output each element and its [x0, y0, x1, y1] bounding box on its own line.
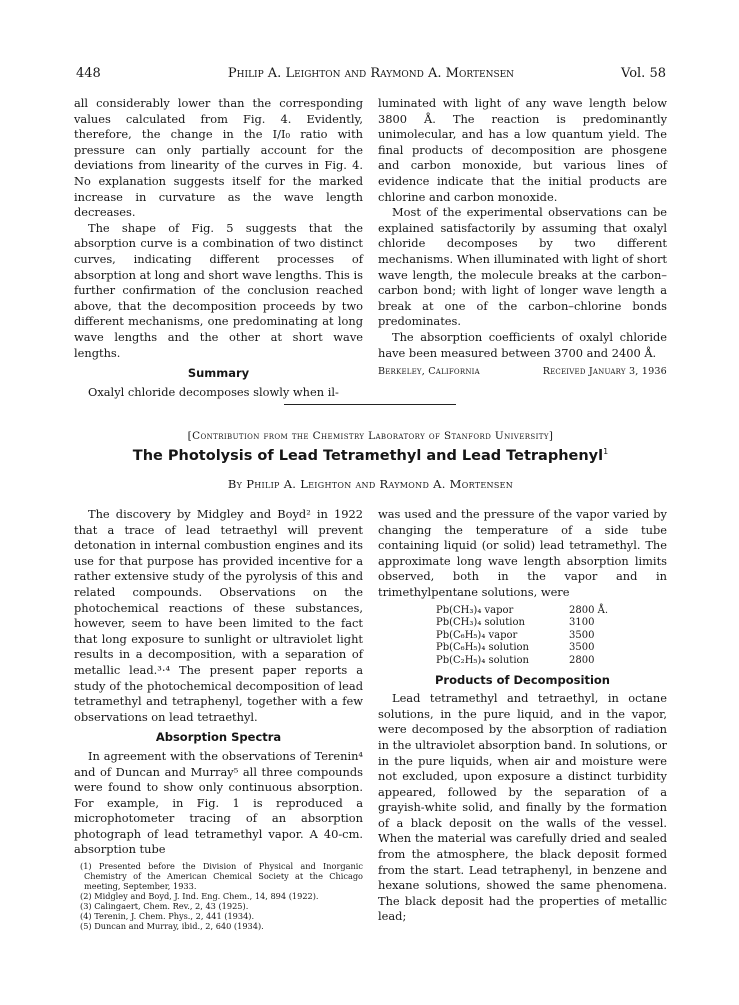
prev-article-column-left [74, 96, 363, 400]
contribution-line: [Contribution from the Chemistry Laboratory of Stanford University] [187, 430, 554, 442]
title-text: The Photolysis of Lead Tetramethyl and Lead Tetraphenyl [132, 448, 604, 464]
paragraph: Oxalyl chloride decomposes slowly when il- [88, 384, 339, 399]
article-column-right [378, 507, 667, 925]
paragraph: Lead tetramethyl and tetraethyl, in octane solutions, in the pure liquid, and in the vapor, were decomposed by the absorption of radiation in the ultraviolet absorption band. In solutions, or in the pure liquids, when air and moisture were not excluded, upon exposure a distinct turbidity appeared, followed by the separation of a grayish-white solid, and finally by the formation of a black deposit on the walls of the vessel. When the material was carefully dried and sealed from the atmosphere, the black deposit formed from the start. Lead tetraphenyl, in benzene and hexane solutions, showed the same phenomena. The black deposit had the properties of metallic lead; [378, 691, 667, 924]
page-header [76, 66, 666, 84]
footnote: (2) Midgley and Boyd, J. Ind. Eng. Chem., 14, 894 (1922). [80, 891, 319, 902]
value-cell: 3100 [568, 617, 595, 629]
compound-cell: Pb(CH₃)₄ solution [436, 617, 525, 629]
paragraph: all considerably lower than the corresponding values calculated from Fig. 4. Evidently, therefore, the change in the I/I₀ ratio with pressure can only partially account for the deviations from linearity of the curves in Fig. 4. No explanation suggests itself for the marked increase in curvature as the wave length decreases. [74, 96, 363, 220]
page-number: 448 [76, 66, 101, 81]
table-row [436, 642, 608, 655]
footnote: (5) Duncan and Murray, ibid., 2, 640 (1934). [80, 921, 264, 932]
table-row [436, 655, 608, 668]
volume-label: Vol. 58 [621, 66, 666, 81]
summary-heading: Summary [187, 366, 250, 381]
absorption-heading: Absorption Spectra [155, 730, 282, 745]
signature-line [378, 364, 667, 380]
absorption-limits-table [436, 605, 608, 668]
section-divider [284, 404, 456, 405]
paragraph: The discovery by Midgley and Boyd² in 1922 that a trace of lead tetraethyl will prevent detonation in internal combustion engines and its use for that purpose has provided incentive for a rather extensive study of the pyrolysis of this and related compounds. Observations on the photochemical reactions of these substances, however, seem to have been limited to the fact that long exposure to sunlight or ultraviolet light results in a decomposition, with a separation of metallic lead.³·⁴ The present paper reports a study of the photochemical decomposition of lead tetramethyl and tetraphenyl, together with a few observations on lead tetraethyl. [74, 507, 363, 724]
footnote: (1) Presented before the Division of Physical and Inorganic Chemistry of the American Chemical Society at the Chicago meeting, September, 1933. [80, 861, 363, 892]
paragraph: was used and the pressure of the vapor varied by changing the temperature of a side tube containing liquid (or solid) lead tetramethyl. The approximate long wave length absorption limits observed, both in the vapor and in trimethylpentane solutions, were [378, 507, 667, 599]
location: Berkeley, California [378, 366, 480, 378]
footnote: (4) Terenin, J. Chem. Phys., 2, 441 (1934). [80, 911, 255, 922]
value-cell: 2800 Å. [568, 604, 609, 616]
table-row [436, 617, 608, 630]
paragraph: The shape of Fig. 5 suggests that the absorption curve is a combination of two distinct curves, indicating different processes of absorption at long and short wave lengths. This is further confirmation of the conclusion reached above, that the decomposition proceeds by two different mechanisms, one predominating at long wave lengths and the other at short wave lengths. [74, 220, 363, 360]
paragraph: luminated with light of any wave length below 3800 Å. The reaction is predominantly unimolecular, and has a low quantum yield. The final products of decomposition are phosgene and carbon monoxide, but various lines of evidence indicate that the initial products are chlorine and carbon monoxide. [378, 96, 667, 204]
table-row [436, 630, 608, 643]
compound-cell: Pb(C₆H₅)₄ solution [436, 642, 529, 654]
title-footnote-mark: 1 [603, 447, 609, 457]
received-date: Received January 3, 1936 [542, 366, 667, 378]
value-cell: 3500 [568, 642, 595, 654]
paragraph: Most of the experimental observations can be explained satisfactorily by assuming that oxalyl chloride decomposes by two different mechanisms. When illuminated with light of short wave length, the molecule breaks at the carbon–carbon bond; with light of longer wave length a break at one of the carbon–chlorine bonds predominates. [378, 205, 667, 329]
prev-article-column-right [378, 96, 667, 380]
table-row [436, 605, 608, 618]
paragraph: The absorption coefficients of oxalyl chloride have been measured between 3700 and 2400 Å. [378, 329, 667, 360]
running-head-authors: Philip A. Leighton and Raymond A. Mortensen [227, 66, 515, 81]
byline: By Philip A. Leighton and Raymond A. Mortensen [227, 477, 514, 491]
value-cell: 2800 [568, 654, 595, 666]
compound-cell: Pb(C₂H₅)₄ solution [436, 654, 529, 666]
article-title [74, 448, 667, 464]
value-cell: 3500 [568, 629, 595, 641]
article-column-left [74, 507, 363, 931]
footnotes [74, 861, 363, 931]
footnote: (3) Calingaert, Chem. Rev., 2, 43 (1925). [80, 901, 249, 912]
compound-cell: Pb(CH₃)₄ vapor [436, 604, 514, 616]
paragraph: In agreement with the observations of Terenin⁴ and of Duncan and Murray⁵ all three compounds were found to show only continuous absorption. For example, in Fig. 1 is reproduced a microphotometer tracing of an absorption photograph of lead tetramethyl vapor. A 40-cm. absorption tube [74, 748, 363, 857]
products-heading: Products of Decomposition [435, 672, 610, 687]
compound-cell: Pb(C₆H₅)₄ vapor [436, 629, 518, 641]
